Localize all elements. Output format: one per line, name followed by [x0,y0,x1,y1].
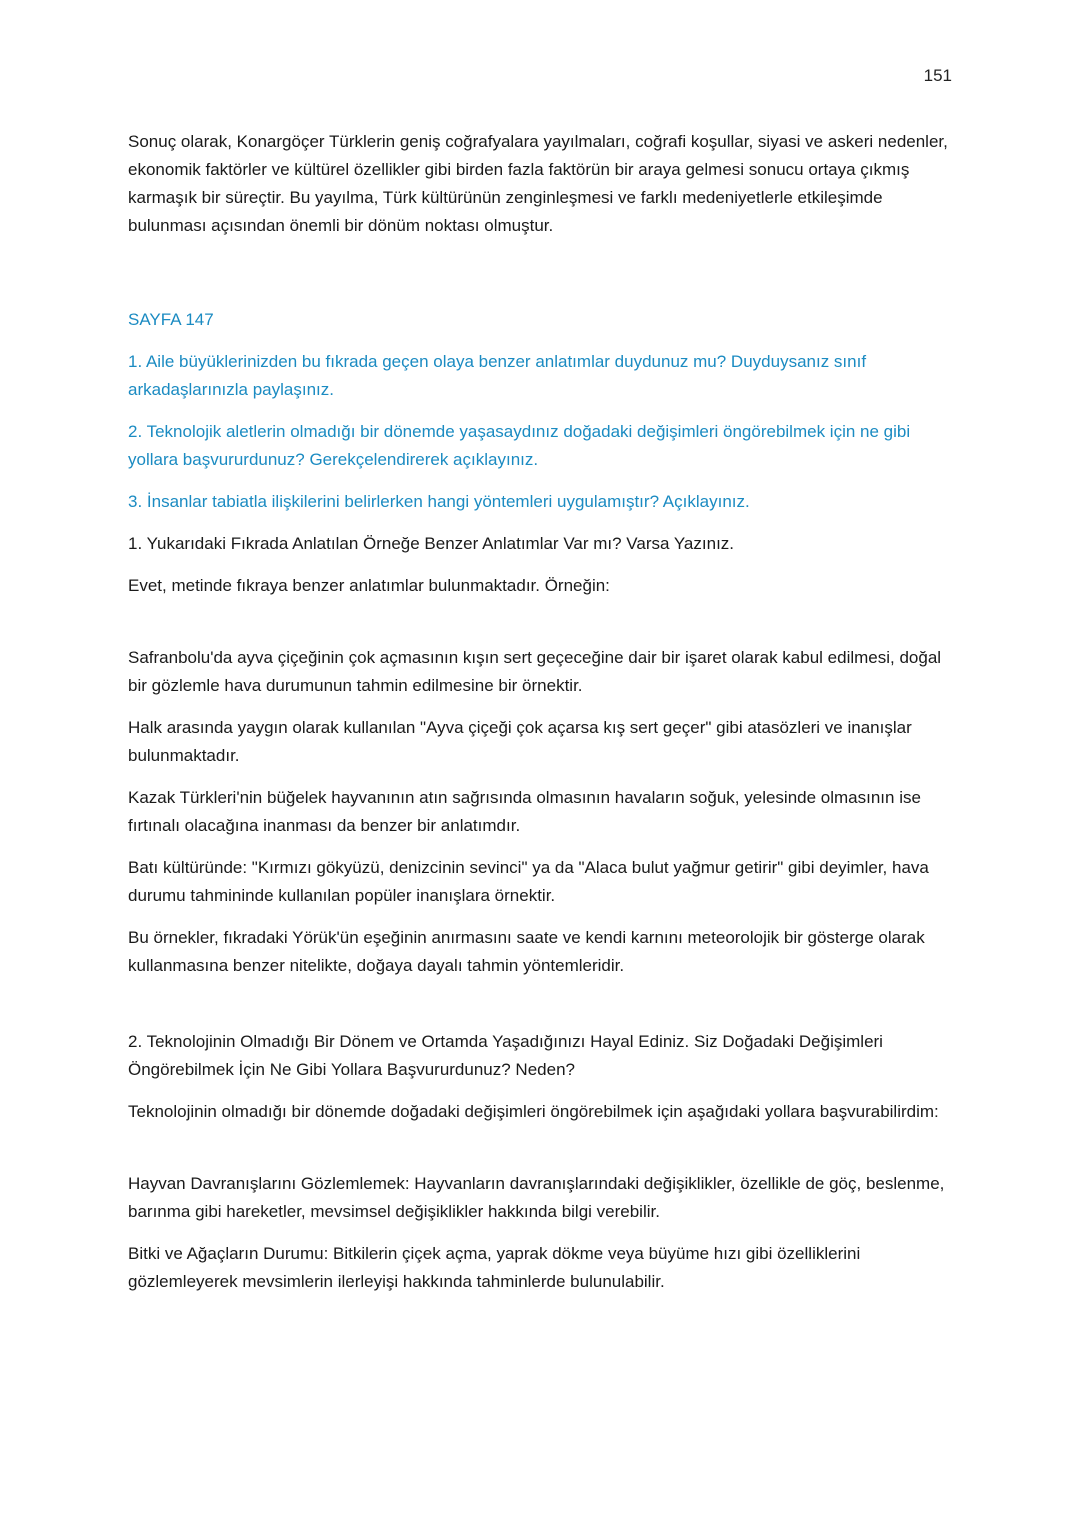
section-heading: SAYFA 147 [128,310,214,329]
answer2-heading: 2. Teknolojinin Olmadığı Bir Dönem ve Ortamda Yaşadığınızı Hayal Ediniz. Siz Doğadaki Değişimleri Öngörebilmek İçin Ne Gibi Yollara Başvururdunuz? Neden? [128,1032,883,1079]
answer1-paragraph-1: Safranbolu'da ayva çiçeğinin çok açmasının kışın sert geçeceğine dair bir işaret olarak kabul edilmesi, doğal bir gözlemle hava durumunun tahmin edilmesine bir örnektir. [128,648,942,695]
intro-paragraph: Sonuç olarak, Konargöçer Türklerin geniş coğrafyalara yayılmaları, coğrafi koşullar, siyasi ve askeri nedenler, ekonomik faktörler ve kültürel özellikler gibi birden fazla faktörün bir araya gelmesi sonucu ortaya çıkmış karmaşık bir süreçtir. Bu yayılma, Türk kültürünün zenginleşmesi ve farklı medeniyetlerle etkileşimde bulunması açısından önemli bir dönüm noktası olmuştur. [128,132,948,235]
answer2-paragraph-1: Hayvan Davranışlarını Gözlemlemek: Hayvanların davranışlarındaki değişiklikler, özellikle de göç, beslenme, barınma gibi hareketler, mevsimsel değişiklikler hakkında bilgi verebilir. [128,1174,945,1221]
question-2: 2. Teknolojik aletlerin olmadığı bir dönemde yaşasaydınız doğadaki değişimleri öngörebilmek için ne gibi yollara başvururdunuz? Gerekçelendirerek açıklayınız. [128,422,911,469]
document-body [128,128,958,1296]
page-number: 151 [923,66,952,85]
answer1-heading: 1. Yukarıdaki Fıkrada Anlatılan Örneğe Benzer Anlatımlar Var mı? Varsa Yazınız. [128,534,735,553]
answer1-paragraph-3: Kazak Türkleri'nin büğelek hayvanının atın sağrısında olmasının havaların soğuk, yelesinde olmasının ise fırtınalı olacağına inanması da benzer bir anlatımdır. [128,788,921,835]
answer1-paragraph-5: Bu örnekler, fıkradaki Yörük'ün eşeğinin anırmasını saate ve kendi karnını meteorolojik bir gösterge olarak kullanmasına benzer nitelikte, doğaya dayalı tahmin yöntemleridir. [128,928,925,975]
answer1-paragraph-2: Halk arasında yaygın olarak kullanılan "Ayva çiçeği çok açarsa kış sert geçer" gibi atasözleri ve inanışlar bulunmaktadır. [128,718,912,765]
answer2-paragraph-2: Bitki ve Ağaçların Durumu: Bitkilerin çiçek açma, yaprak dökme veya büyüme hızı gibi özelliklerini gözlemleyerek mevsimlerin ilerleyişi hakkında tahminlerde bulunulabilir. [128,1244,861,1291]
answer2-intro: Teknolojinin olmadığı bir dönemde doğadaki değişimleri öngörebilmek için aşağıdaki yollara başvurabilirdim: [128,1102,939,1121]
question-1: 1. Aile büyüklerinizden bu fıkrada geçen olaya benzer anlatımlar duydunuz mu? Duyduysanız sınıf arkadaşlarınızla paylaşınız. [128,352,867,399]
question-3: 3. İnsanlar tabiatla ilişkilerini belirlerken hangi yöntemleri uygulamıştır? Açıklayınız. [128,492,750,511]
answer1-paragraph-4: Batı kültüründe: "Kırmızı gökyüzü, denizcinin sevinci" ya da "Alaca bulut yağmur getirir" gibi deyimler, hava durumu tahmininde kullanılan popüler inanışlara örnektir. [128,858,929,905]
answer1-intro: Evet, metinde fıkraya benzer anlatımlar bulunmaktadır. Örneğin: [128,576,610,595]
